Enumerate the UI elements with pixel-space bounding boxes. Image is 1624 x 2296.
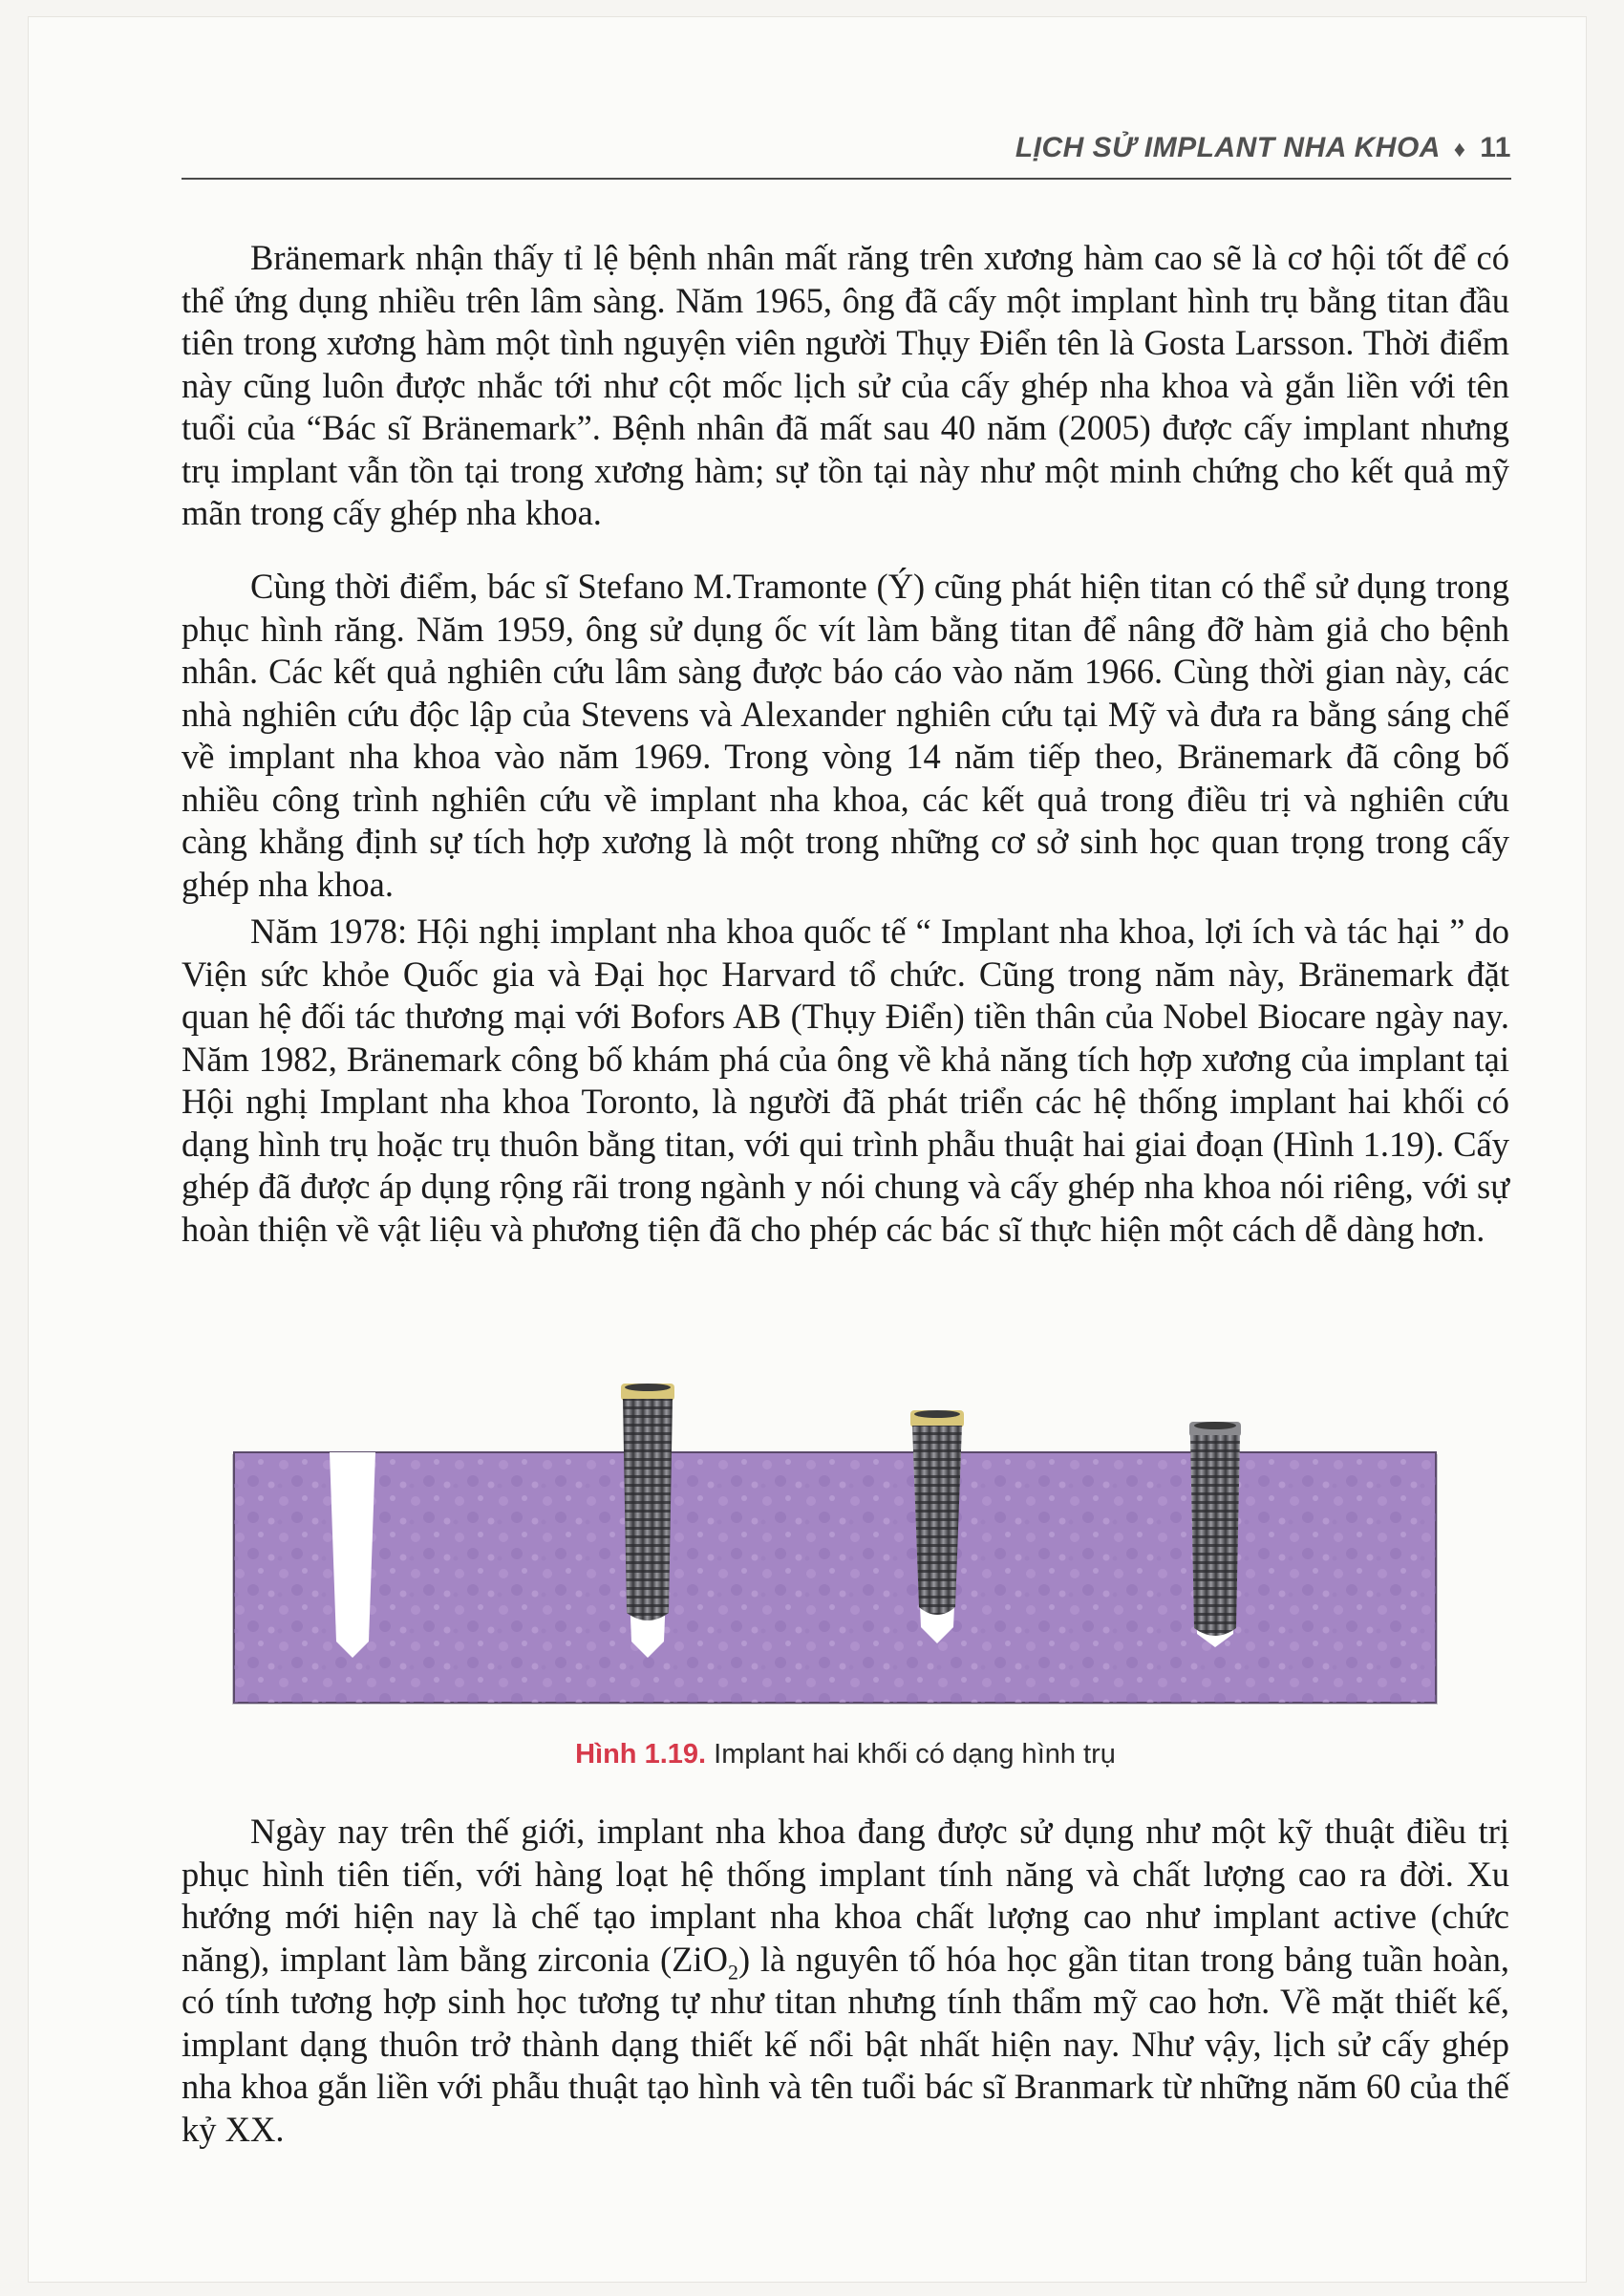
- paragraph-text: [182, 1811, 1509, 2151]
- paragraph-3: [182, 911, 1509, 1251]
- paragraph-text: Cùng thời điểm, bác sĩ Stefano M.Tramonte (Ý) cũng phát hiện titan có thể sử dụng trong phục hình răng. Năm 1959, ông sử dụng ốc vít làm bằng titan để nâng đỡ hàm giả cho bệnh nhân. Các kết quả nghiên cứu lâm sàng được báo cáo vào năm 1966. Cùng thời gian này, các nhà nghiên cứu độc lập của Stevens và Alexander nghiên cứu tại Mỹ và đưa ra bằng sáng chế về implant nha khoa vào năm 1969. Trong vòng 14 năm tiếp theo, Bränemark đã công bố nhiều công trình nghiên cứu về implant nha khoa, các kết quả trong điều trị và nghiên cứu càng khẳng định sự tích hợp xương là một trong những cơ sở sinh học quan trọng trong cấy ghép nha khoa.: [182, 567, 1509, 904]
- paragraph-1: [182, 237, 1509, 535]
- running-header: [182, 130, 1511, 180]
- paragraph-4: [182, 1811, 1509, 2151]
- paragraph-2: [182, 566, 1509, 906]
- header-title: [1015, 132, 1511, 164]
- paragraph-text-part2: ) là nguyên tố hóa học gần titan trong bảng tuần hoàn, có tính tương hợp sinh học tương tự như titan nhưng tính thẩm mỹ cao hơn. Về mặt thiết kế, implant dạng thuôn trở thành dạng thiết kế nổi bật nhất hiện nay. Như vậy, lịch sử cấy ghép nha khoa gắn liền với phẫu thuật tạo hình và tên tuổi bác sĩ Branmark từ những năm 60 của thế kỷ XX.: [182, 1939, 1509, 2149]
- paragraph-text-part1: Ngày nay trên thế giới, implant nha khoa đang được sử dụng như một kỹ thuật điều trị phục hình tiên tiến, với hàng loạt hệ thống implant tính năng và chất lượng cao ra đời. Xu hướng mới hiện nay là chế tạo implant nha khoa chất lượng cao như implant active (chức năng), implant làm bằng zirconia (ZiO: [182, 1812, 1509, 1979]
- implant-3: [1189, 1422, 1241, 1647]
- caption-text: Implant hai khối có dạng hình trụ: [706, 1739, 1116, 1770]
- paragraph-text: Năm 1978: Hội nghị implant nha khoa quốc tế “ Implant nha khoa, lợi ích và tác hại ” do Viện sức khỏe Quốc gia và Đại học Harvard tổ chức. Cũng trong năm này, Bränemark đặt quan hệ đối tác thương mại với Bofors AB (Thụy Điển) tiền thân của Nobel Biocare ngày nay. Năm 1982, Bränemark công bố khám phá của ông về khả năng tích hợp xương của implant tại Hội nghị Implant nha khoa Toronto, là người đã phát triển các hệ thống implant hai khối có dạng hình trụ hoặc trụ thuôn bằng titan, với qui trình phẫu thuật hai giai đoạn (Hình 1.19). Cấy ghép đã được áp dụng rộng rãi trong ngành y nói chung và cấy ghép nha khoa nói riêng, với sự hoàn thiện về vật liệu và phương tiện đã cho phép các bác sĩ thực hiện một cách dễ dàng hơn.: [182, 912, 1509, 1249]
- paragraph-text: Bränemark nhận thấy tỉ lệ bệnh nhân mất răng trên xương hàm cao sẽ là cơ hội tốt để có thể ứng dụng nhiều trên lâm sàng. Năm 1965, ông đã cấy một implant hình trụ bằng titan đầu tiên trong xương hàm một tình nguyện viên người Thụy Điển tên là Gosta Larsson. Thời điểm này cũng luôn được nhắc tới như cột mốc lịch sử của cấy ghép nha khoa và gắn liền với tên tuổi của “Bác sĩ Bränemark”. Bệnh nhân đã mất sau 40 năm (2005) được cấy implant nhưng trụ implant vẫn tồn tại trong xương hàm; sự tồn tại này như một minh chứng cho kết quả mỹ mãn trong cấy ghép nha khoa.: [182, 238, 1509, 532]
- caption-label: Hình 1.19.: [575, 1739, 707, 1770]
- socket-1: [330, 1452, 375, 1658]
- figure-caption: [182, 1739, 1509, 1770]
- diamond-separator-icon: ♦: [1453, 137, 1466, 162]
- page-number: 11: [1480, 132, 1511, 163]
- subscript-2: 2: [727, 1959, 738, 1984]
- running-title: LỊCH SỬ IMPLANT NHA KHOA: [1015, 132, 1440, 163]
- bone-block: [232, 1452, 1438, 1705]
- implant-illustration: [232, 1384, 1449, 1712]
- implant-figure: [232, 1384, 1449, 1712]
